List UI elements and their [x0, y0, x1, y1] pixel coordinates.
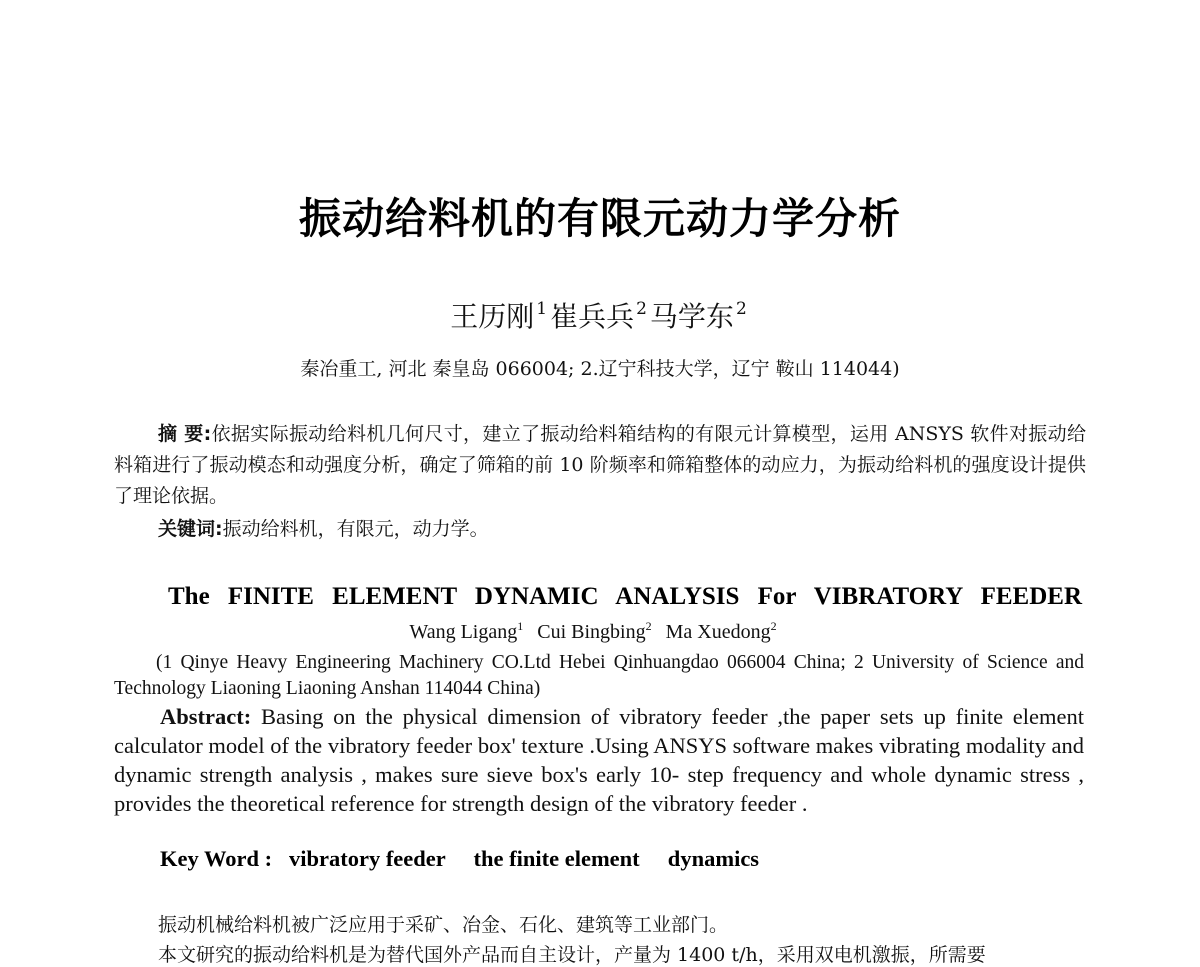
body-paragraph-line-cut: 本文研究的振动给料机是为替代国外产品而自主设计，产量为 1400 t/h，采用双电机激振，所需要 — [158, 944, 986, 966]
english-abstract-label: Abstract: — [160, 704, 252, 729]
english-affiliation: (1 Qinye Heavy Engineering Machinery CO.Ltd Hebei Qinhuangdao 066004 China; 2 University of Science and Technology Liaoning Liaoning Anshan 114044 China) — [114, 652, 1084, 699]
author-affiliation-mark: 2 — [770, 619, 777, 633]
chinese-abstract — [114, 419, 1086, 512]
author-name: Wang Ligang — [409, 621, 518, 643]
author-affiliation-mark: 2 — [735, 299, 747, 319]
chinese-keywords-text: 振动给料机，有限元，动力学。 — [222, 518, 489, 540]
english-abstract — [114, 702, 1084, 818]
author-name: 王历刚 — [450, 300, 535, 333]
author-name: Cui Bingbing — [537, 621, 646, 643]
author-affiliation-mark: 2 — [645, 619, 652, 633]
author-affiliation-mark: 1 — [517, 619, 524, 633]
english-title: The FINITE ELEMENT DYNAMIC ANALYSIS For VIBRATORY FEEDER — [168, 583, 1082, 610]
chinese-keywords-label: 关键词: — [158, 518, 223, 540]
body-paragraph-line: 振动机械给料机被广泛应用于采矿、冶金、石化、建筑等工业部门。 — [158, 914, 729, 936]
chinese-title: 振动给料机的有限元动力学分析 — [298, 194, 901, 243]
chinese-keywords — [158, 514, 1088, 541]
chinese-abstract-label: 摘 要: — [158, 423, 212, 445]
english-authors — [0, 619, 1200, 644]
author-name: 崔兵兵 — [550, 300, 635, 333]
english-abstract-text: Basing on the physical dimension of vibratory feeder ,the paper sets up finite element calculator model of the vibratory feeder box' texture .Using ANSYS software makes vibrating modality and dynamic strength analysis , makes sure sieve box's early 10- step frequency and whole dynamic stress , provides the theoretical reference for strength design of the vibratory feeder . — [114, 704, 1084, 816]
author-name: 马学东 — [649, 300, 734, 333]
chinese-abstract-text: 依据实际振动给料机几何尺寸，建立了振动给料箱结构的有限元计算模型，运用 ANSYS 软件对振动给料箱进行了振动模态和动强度分析，确定了筛箱的前 10 阶频率和筛箱整体的动应力，为振动给料机的强度设计提供了理论依据。 — [114, 423, 1086, 507]
chinese-authors — [0, 295, 1200, 335]
english-keywords: Key Word : vibratory feeder the finite element dynamics — [160, 846, 760, 871]
author-affiliation-mark: 2 — [636, 299, 647, 319]
author-name: Ma Xuedong — [665, 621, 771, 643]
author-affiliation-mark: 1 — [536, 299, 548, 319]
chinese-affiliation: 秦冶重工, 河北 秦皇岛 066004; 2.辽宁科技大学，辽宁 鞍山 114044) — [300, 358, 900, 380]
